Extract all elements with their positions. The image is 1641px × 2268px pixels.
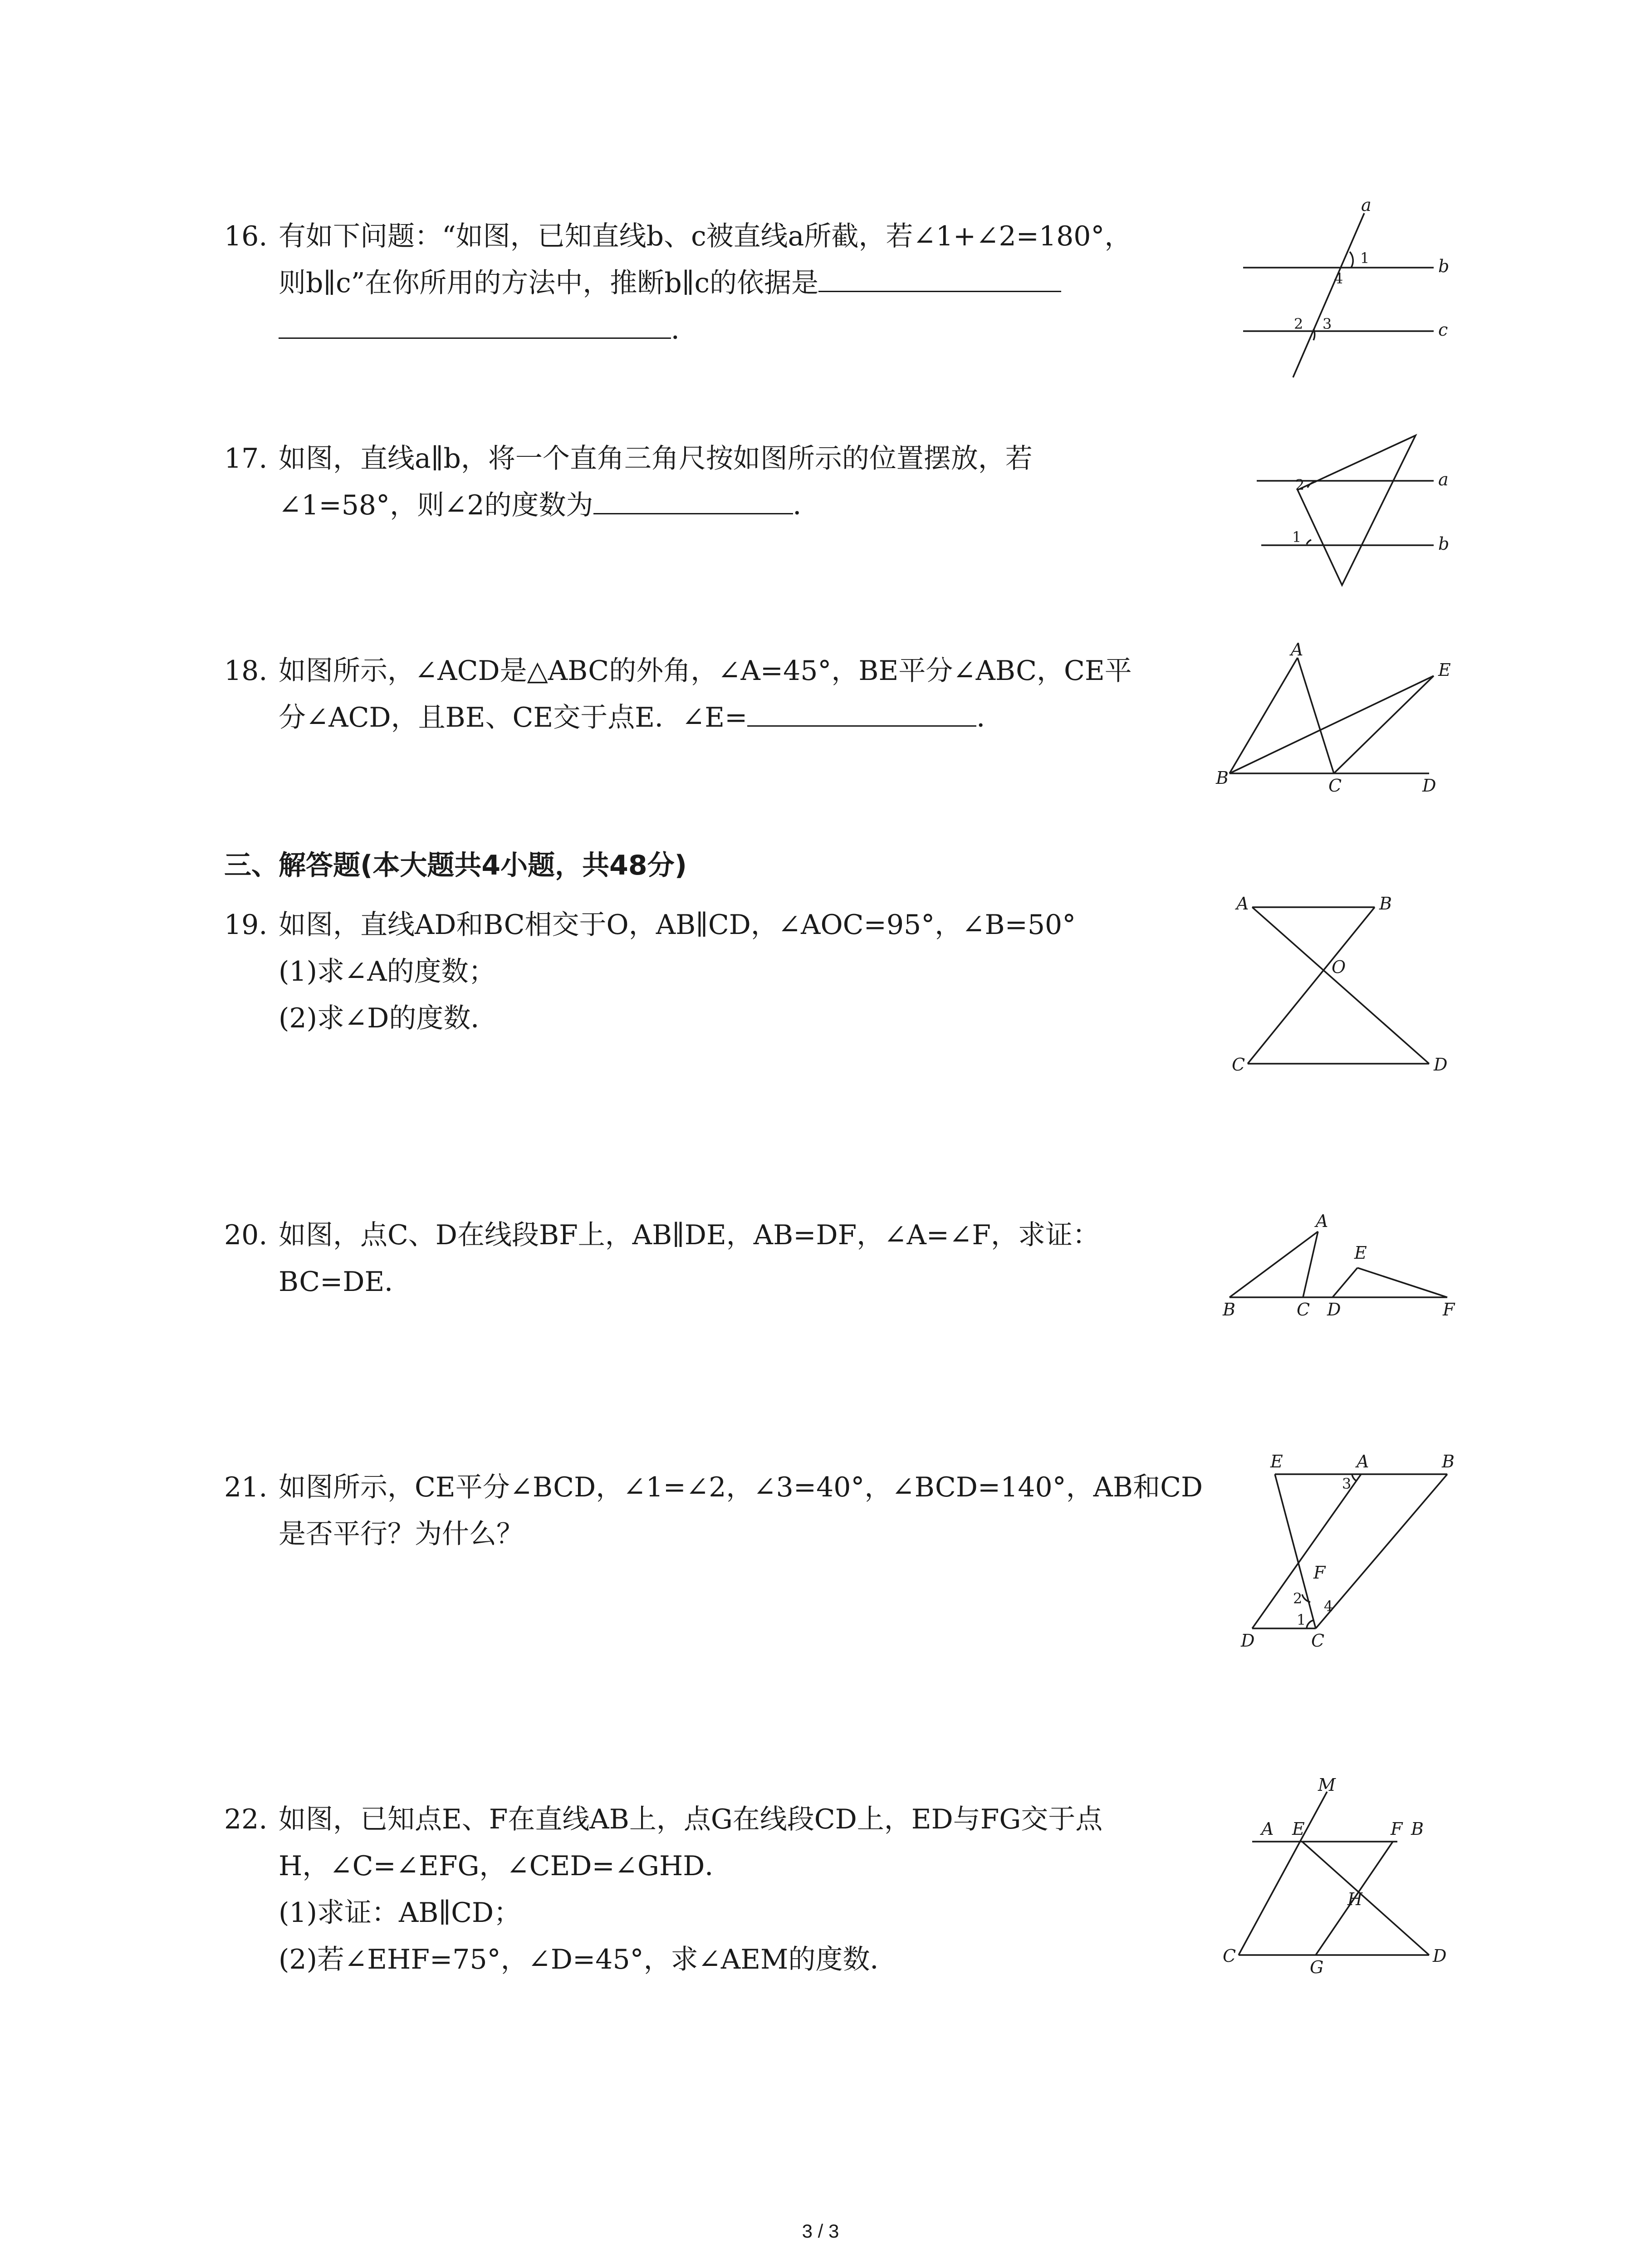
angle-arc (1308, 482, 1316, 488)
sub-question: (2)求∠D的度数． (279, 1002, 498, 1034)
label-b: b (1438, 534, 1450, 554)
label-E: E (1438, 660, 1451, 680)
angle-arc (1352, 1474, 1357, 1481)
label-E: E (1270, 1452, 1283, 1471)
angle-label: 4 (1334, 270, 1343, 287)
segment-de (1332, 1268, 1357, 1297)
label-B: B (1411, 1819, 1424, 1839)
segment-bc (1248, 907, 1375, 1064)
segment-ed (1302, 1842, 1429, 1955)
question-number: 22. (224, 1804, 268, 1835)
question-text-line: BC=DE． (279, 1266, 412, 1298)
figure-16-svg (1234, 195, 1488, 381)
question-text-line: 分∠ACD，且BE、CE交于点E．∠E= ． (279, 694, 1004, 741)
angle-label: 2 (1295, 476, 1305, 494)
question-text-line: 则b∥c”在你所用的方法中，推断b∥c的依据是 (279, 260, 1061, 307)
question-number: 20. (224, 1219, 268, 1251)
label-B: B (1442, 1452, 1455, 1471)
label-F: F (1313, 1563, 1326, 1583)
segment-ce (1334, 676, 1434, 773)
question-number: 19. (224, 909, 268, 941)
label-D: D (1434, 1055, 1448, 1075)
label-M: M (1318, 1775, 1336, 1795)
label-B: B (1223, 1300, 1235, 1320)
question-text-line: 是否平行？为什么？ (279, 1518, 524, 1550)
figure-20-two-triangles (1216, 1207, 1470, 1335)
label-A: A (1261, 1819, 1274, 1839)
label-a: a (1361, 195, 1372, 215)
angle-arc (1350, 252, 1353, 268)
angle-arc (1302, 1594, 1310, 1602)
label-B: B (1379, 894, 1392, 914)
sub-question: (2)若∠EHF=75°，∠D=45°，求∠AEM的度数． (279, 1944, 897, 1975)
angle-arc (1307, 1620, 1313, 1628)
answer-blank[interactable] (279, 309, 671, 339)
figure-21-angle-bisector (1225, 1447, 1479, 1657)
segment-ab (1230, 658, 1298, 773)
label-A: A (1357, 1452, 1369, 1471)
label-G: G (1310, 1957, 1324, 1977)
label-c: c (1438, 320, 1448, 340)
answer-blank[interactable] (747, 697, 976, 727)
page-number: 3 / 3 (802, 2220, 839, 2242)
segment-ad (1252, 1474, 1361, 1628)
label-C: C (1232, 1055, 1245, 1075)
figure-17-triangle-on-parallels (1257, 431, 1493, 591)
figure-22-svg (1216, 1775, 1470, 1977)
angle-arc (1307, 540, 1311, 544)
label-C: C (1311, 1631, 1325, 1651)
right-triangle (1298, 435, 1416, 585)
figure-19-svg (1216, 889, 1470, 1093)
line-a (1293, 213, 1364, 377)
label-b: b (1438, 256, 1450, 276)
line-mc (1239, 1792, 1327, 1955)
angle-label: 1 (1292, 528, 1302, 546)
question-text-line: 如图所示，CE平分∠BCD，∠1=∠2，∠3=40°，∠BCD=140°，AB和CD (279, 1471, 1203, 1503)
answer-blank[interactable] (593, 485, 793, 514)
figure-17-svg (1257, 431, 1493, 590)
angle-label: 3 (1342, 1475, 1352, 1492)
angle-label: 1 (1297, 1611, 1306, 1628)
angle-label: 3 (1323, 315, 1332, 332)
angle-label: 1 (1360, 249, 1370, 267)
label-F: F (1391, 1819, 1403, 1839)
question-text-line: 如图，已知点E、F在直线AB上，点G在线段CD上，ED与FG交于点 (279, 1804, 1103, 1835)
label-A: A (1291, 640, 1303, 660)
section-title: 三、解答题(本大题共4小题，共48分) (224, 850, 687, 881)
question-text-line: ∠1=58°，则∠2的度数为 ． (279, 482, 820, 529)
question-text-line: 如图，直线a∥b，将一个直角三角尺按如图所示的位置摆放，若 (279, 443, 1033, 474)
label-C: C (1328, 776, 1342, 796)
segment-ac (1298, 658, 1334, 773)
figure-21-svg (1225, 1447, 1479, 1656)
question-text-line: H，∠C=∠EFG，∠CED=∠GHD． (279, 1850, 732, 1882)
angle-label: 2 (1293, 1590, 1303, 1607)
question-text-line: ． (279, 307, 698, 353)
figure-22-parallel-proof (1216, 1775, 1470, 1977)
figure-18-svg (1216, 640, 1470, 803)
label-D: D (1327, 1300, 1341, 1320)
label-D: D (1241, 1631, 1255, 1651)
answer-blank[interactable] (818, 263, 1061, 292)
label-E: E (1354, 1243, 1367, 1263)
figure-18-exterior-angle (1216, 640, 1470, 805)
question-text-line: 如图，直线AD和BC相交于O，AB∥CD，∠AOC=95°，∠B=50° (279, 909, 1076, 941)
label-D: D (1422, 776, 1436, 796)
label-C: C (1223, 1946, 1236, 1966)
segment-bc (1316, 1474, 1447, 1628)
label-a: a (1438, 469, 1449, 489)
question-number: 18. (224, 655, 268, 687)
label-B: B (1216, 768, 1229, 788)
figure-20-svg (1216, 1207, 1470, 1334)
sub-question: (1)求证：AB∥CD； (279, 1897, 521, 1929)
label-A: A (1316, 1211, 1328, 1231)
question-text-line: 有如下问题：“如图，已知直线b、c被直线a所截，若∠1+∠2=180°， (279, 220, 1132, 252)
angle-label: 2 (1294, 315, 1303, 332)
label-D: D (1433, 1946, 1447, 1966)
segment-ad (1252, 907, 1429, 1064)
figure-19-intersecting-lines (1216, 889, 1470, 1095)
label-E: E (1292, 1819, 1305, 1839)
segment-be (1230, 676, 1434, 773)
label-H: H (1347, 1889, 1363, 1909)
sub-question: (1)求∠A的度数； (279, 956, 496, 987)
label-F: F (1443, 1300, 1455, 1320)
label-O: O (1332, 957, 1346, 977)
angle-label: 4 (1324, 1598, 1333, 1615)
label-C: C (1297, 1300, 1310, 1320)
question-text-line: 如图，点C、D在线段BF上，AB∥DE，AB=DF，∠A=∠F，求证： (279, 1219, 1100, 1251)
question-number: 17. (224, 443, 268, 474)
segment-ef (1357, 1268, 1447, 1297)
figure-16-parallel-lines-transversal (1234, 195, 1488, 383)
question-number: 16. (224, 220, 268, 252)
label-A: A (1236, 894, 1249, 914)
question-number: 21. (224, 1471, 268, 1503)
question-text-line: 如图所示，∠ACD是△ABC的外角，∠A=45°，BE平分∠ABC，CE平 (279, 655, 1132, 687)
angle-arc (1313, 329, 1315, 340)
